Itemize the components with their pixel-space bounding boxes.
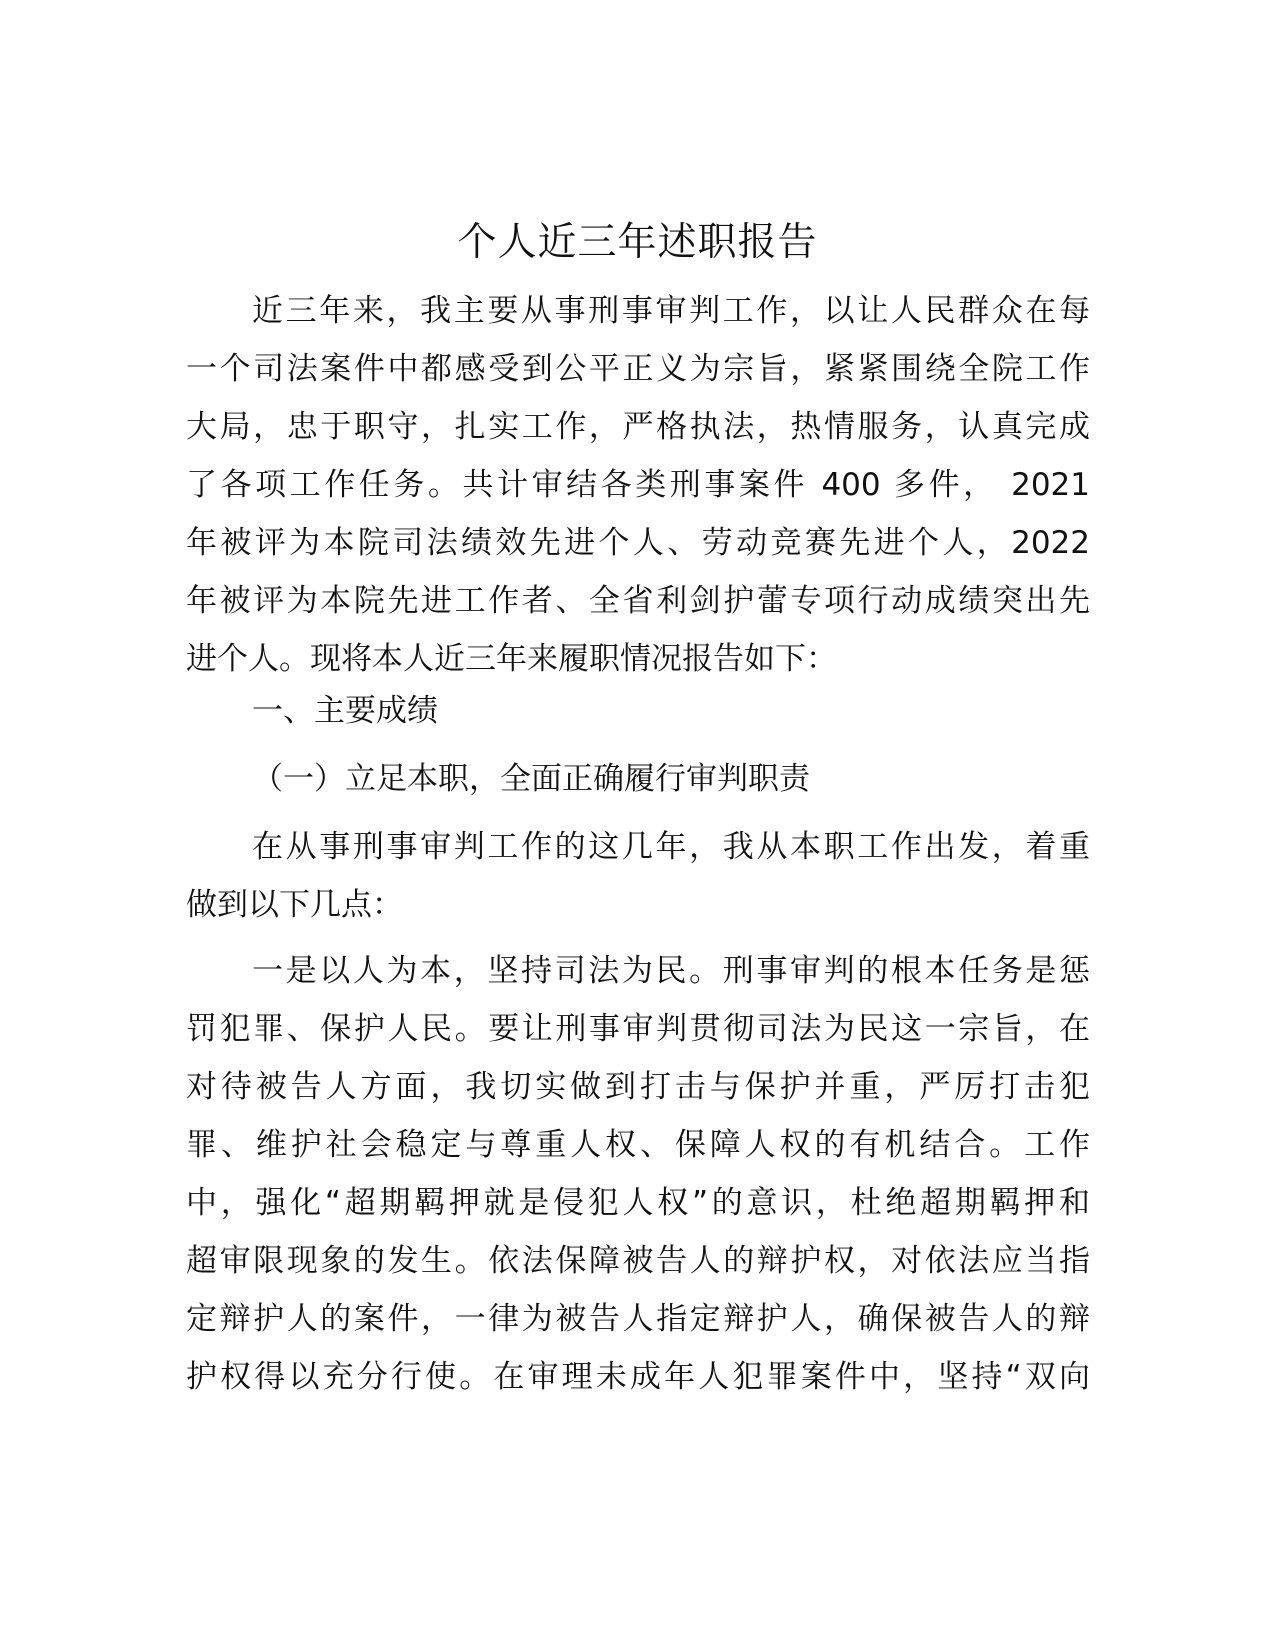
- paragraph-line: 中，强化“超期羁押就是侵犯人权”的意识，杜绝超期羁押和: [186, 1185, 1090, 1221]
- paragraph-line: 年被评为本院司法绩效先进个人、劳动竞赛先进个人，2022: [186, 525, 1090, 561]
- paragraph-line: 做到以下几点：: [186, 887, 403, 923]
- section-heading-text: 一、主要成绩: [252, 693, 438, 729]
- paragraph-point-one: [186, 942, 1090, 1406]
- paragraph-line: 定辩护人的案件，一律为被告人指定辩护人，确保被告人的辩: [186, 1301, 1090, 1337]
- paragraph-line: 进个人。现将本人近三年来履职情况报告如下：: [186, 641, 837, 677]
- document-title: 个人近三年述职报告: [457, 220, 818, 265]
- subsection-heading-text: （一）立足本职，全面正确履行审判职责: [252, 761, 810, 797]
- paragraph-line: 罪、维护社会稳定与尊重人权、保障人权的有机结合。工作: [186, 1127, 1090, 1163]
- paragraph-line: 大局，忠于职守，扎实工作，严格执法，热情服务，认真完成: [186, 409, 1090, 445]
- paragraph-line: 一是以人为本，坚持司法为民。刑事审判的根本任务是惩: [252, 953, 1090, 989]
- paragraph-intro: [186, 282, 1090, 688]
- paragraph-line: 罚犯罪、保护人民。要让刑事审判贯彻司法为民这一宗旨，在: [186, 1011, 1090, 1047]
- paragraph-line: 一个司法案件中都感受到公平正义为宗旨，紧紧围绕全院工作: [186, 351, 1090, 387]
- paragraph-line: 了各项工作任务。共计审结各类刑事案件 400 多件， 2021: [186, 467, 1090, 503]
- section-heading: [186, 682, 1090, 740]
- paragraph-line: 在从事刑事审判工作的这几年，我从本职工作出发，着重: [252, 829, 1090, 865]
- subsection-heading: [186, 750, 1090, 808]
- paragraph-line: 年被评为本院先进工作者、全省利剑护蕾专项行动成绩突出先: [186, 583, 1090, 619]
- paragraph-line: 对待被告人方面，我切实做到打击与保护并重，严厉打击犯: [186, 1069, 1090, 1105]
- paragraph-focus: [186, 818, 1090, 934]
- paragraph-line: 近三年来，我主要从事刑事审判工作，以让人民群众在每: [252, 293, 1090, 329]
- paragraph-line: 超审限现象的发生。依法保障被告人的辩护权，对依法应当指: [186, 1243, 1090, 1279]
- paragraph-line: 护权得以充分行使。在审理未成年人犯罪案件中，坚持“双向: [186, 1359, 1090, 1395]
